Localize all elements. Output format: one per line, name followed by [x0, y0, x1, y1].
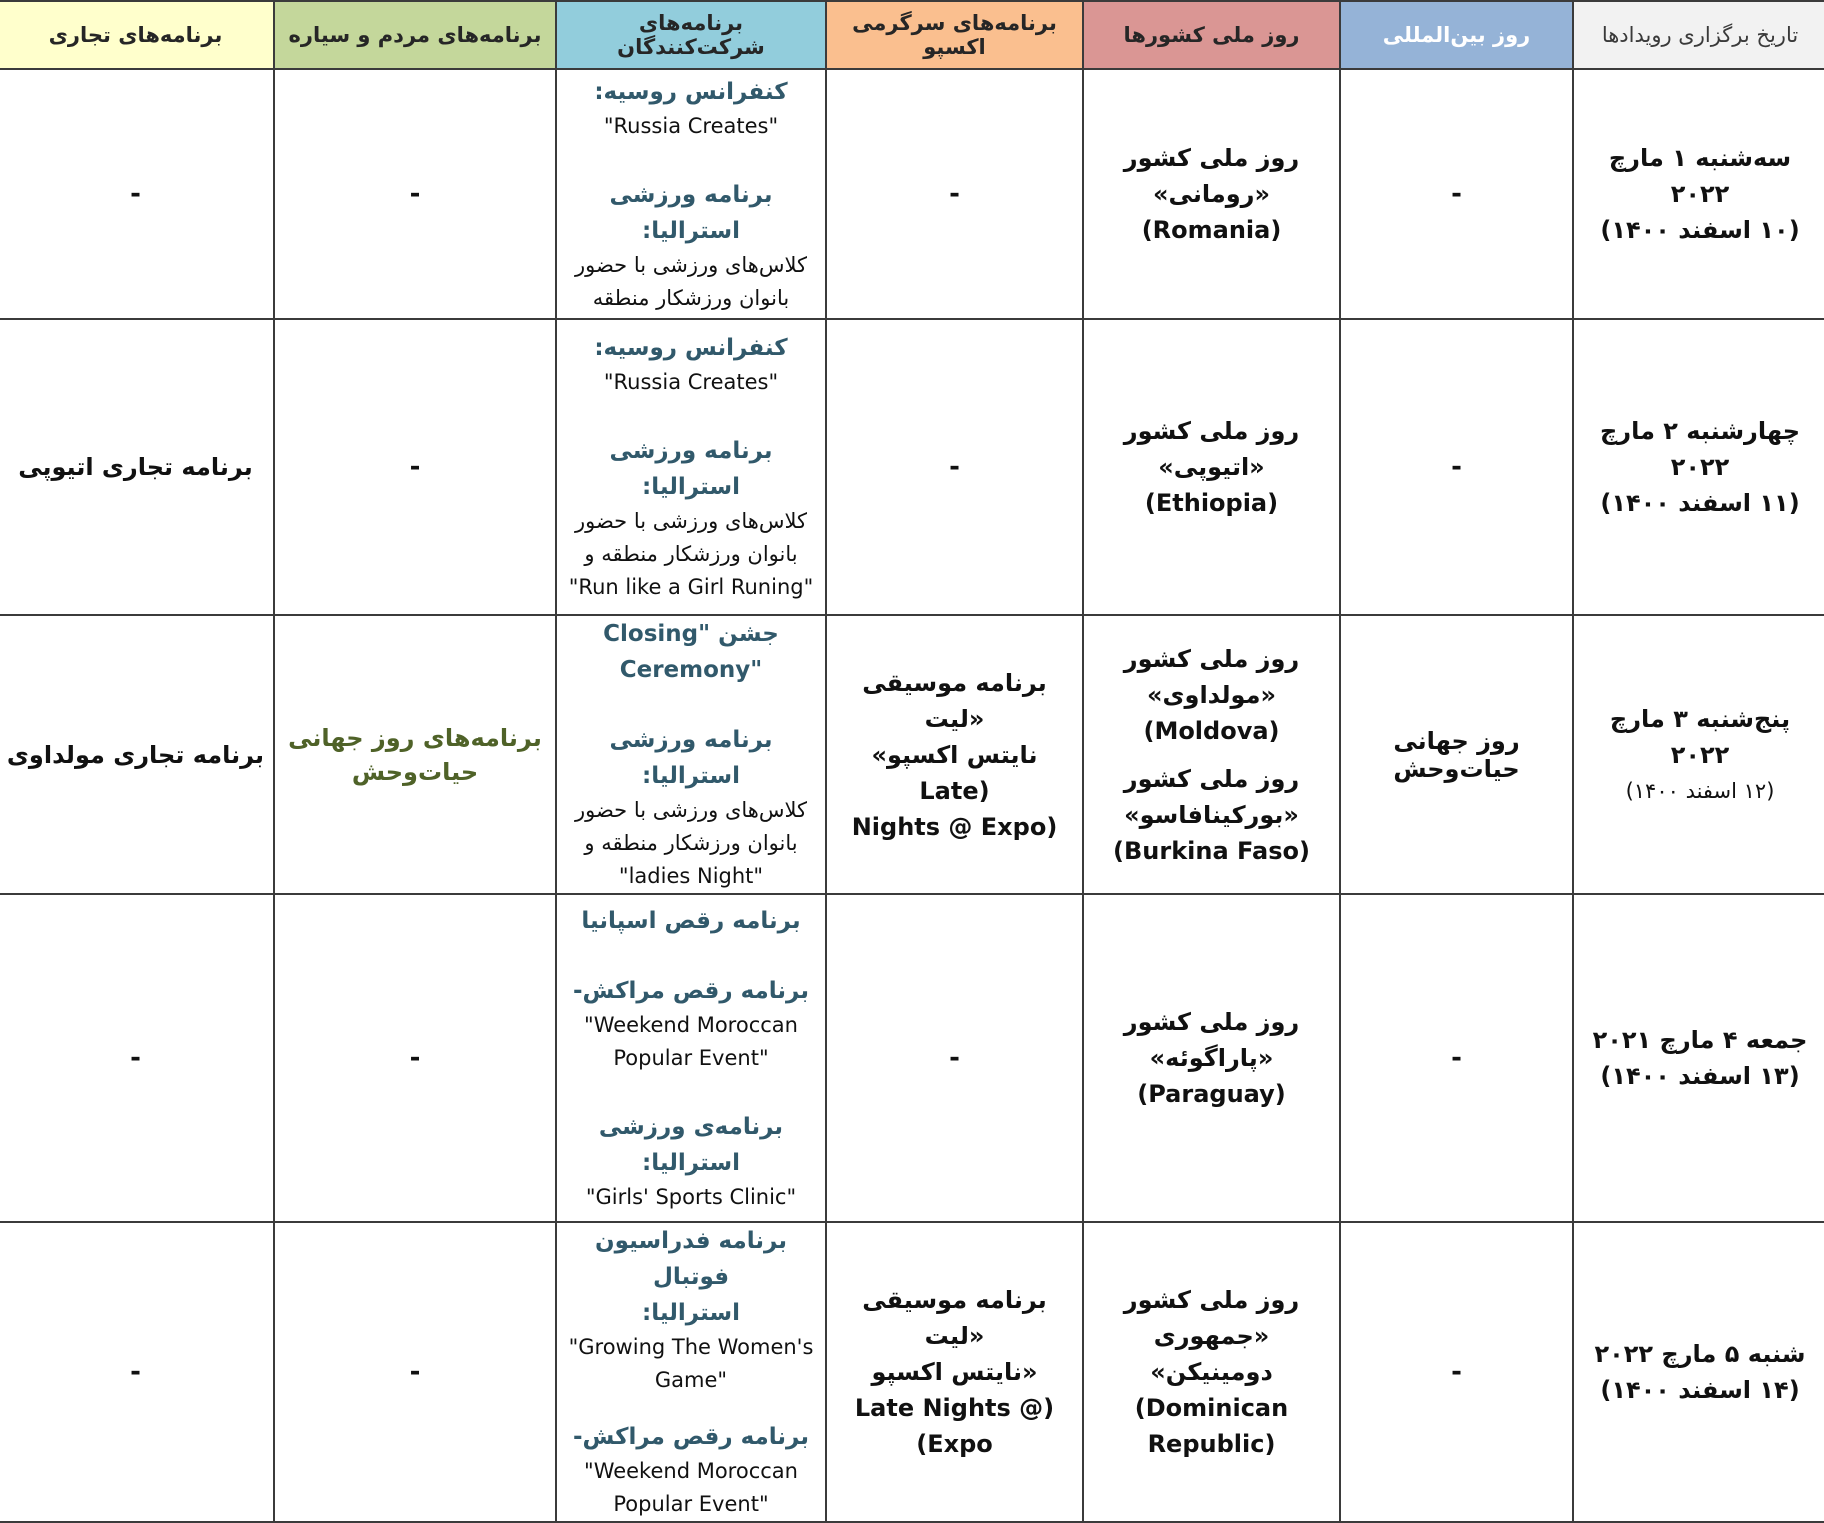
- participants-cell: برنامه رقص اسپانیا برنامه رقص مراکش- Weekend Moroccan" "Popular Event برنامه‌ی ورزشی استرالیا: "Girls' Sports Clinic": [556, 894, 826, 1222]
- participants-cell: کنفرانس روسیه: "Russia Creates" برنامه ورزشی استرالیا: کلاس‌های ورزشی با حضور بانوان ورزشکار منطقه و "Run like a Girl Runing": [556, 319, 826, 615]
- international-day-cell: -: [1340, 894, 1573, 1222]
- national-day-cell: روز ملی کشور «مولداوی» (Moldova) روز ملی کشور «بورکینافاسو» (Burkina Faso): [1083, 615, 1340, 894]
- date-cell: جمعه ۴ مارچ ۲۰۲۱ (۱۳ اسفند ۱۴۰۰): [1573, 894, 1824, 1222]
- header-people-planet: برنامه‌های مردم و سیاره: [274, 1, 556, 69]
- entertainment-cell: -: [826, 319, 1083, 615]
- date-cell: پنج‌شنبه ۳ مارچ ۲۰۲۲ (۱۲ اسفند ۱۴۰۰): [1573, 615, 1824, 894]
- trade-cell: -: [0, 1222, 274, 1522]
- international-day-cell: -: [1340, 1222, 1573, 1522]
- national-day-cell: روز ملی کشور «اتیوپی» (Ethiopia): [1083, 319, 1340, 615]
- entertainment-cell: برنامه موسیقی «لیت نایتس اکسپو» (Late (Nights @ Expo: [826, 615, 1083, 894]
- national-day-cell: روز ملی کشور «جمهوری دومینیکن» Dominican) (Republic: [1083, 1222, 1340, 1522]
- trade-cell: برنامه تجاری مولداوی: [0, 615, 274, 894]
- trade-cell: -: [0, 69, 274, 319]
- trade-cell: برنامه تجاری اتیوپی: [0, 319, 274, 615]
- header-date: تاریخ برگزاری رویدادها: [1573, 1, 1824, 69]
- international-day-cell: -: [1340, 69, 1573, 319]
- participants-cell: برنامه فدراسیون فوتبال استرالیا: Growing The Women's" "Game برنامه رقص مراکش- Weekend Moroccan" "Popular Event: [556, 1222, 826, 1522]
- participants-cell: کنفرانس روسیه: "Russia Creates" برنامه ورزشی استرالیا: کلاس‌های ورزشی با حضور بانوان ورزشکار منطقه: [556, 69, 826, 319]
- international-day-cell: -: [1340, 319, 1573, 615]
- entertainment-cell: برنامه موسیقی «لیت «نایتس اکسپو (Late Nights @ Expo): [826, 1222, 1083, 1522]
- national-day-cell: روز ملی کشور «پاراگوئه» (Paraguay): [1083, 894, 1340, 1222]
- people-planet-cell: برنامه‌های روز جهانی حیات‌وحش: [274, 615, 556, 894]
- header-row: [0, 1, 1824, 69]
- table-row: [0, 1222, 1824, 1522]
- date-cell: شنبه ۵ مارچ ۲۰۲۲ (۱۴ اسفند ۱۴۰۰): [1573, 1222, 1824, 1522]
- people-planet-cell: -: [274, 69, 556, 319]
- table-row: [0, 69, 1824, 319]
- people-planet-cell: -: [274, 1222, 556, 1522]
- national-day-cell: روز ملی کشور «رومانی» (Romania): [1083, 69, 1340, 319]
- entertainment-cell: -: [826, 894, 1083, 1222]
- date-cell: چهارشنبه ۲ مارچ ۲۰۲۲ (۱۱ اسفند ۱۴۰۰): [1573, 319, 1824, 615]
- trade-cell: -: [0, 894, 274, 1222]
- header-international-day: روز بین‌المللی: [1340, 1, 1573, 69]
- header-expo-entertainment: برنامه‌های سرگرمی اکسپو: [826, 1, 1083, 69]
- header-participant-programs: برنامه‌های شرکت‌کنندگان: [556, 1, 826, 69]
- date-cell: سه‌شنبه ۱ مارچ ۲۰۲۲ (۱۰ اسفند ۱۴۰۰): [1573, 69, 1824, 319]
- table-row: [0, 319, 1824, 615]
- entertainment-cell: -: [826, 69, 1083, 319]
- table-row: [0, 615, 1824, 894]
- header-national-days: روز ملی کشورها: [1083, 1, 1340, 69]
- international-day-cell: روز جهانی حیات‌وحش: [1340, 615, 1573, 894]
- header-trade-programs: برنامه‌های تجاری: [0, 1, 274, 69]
- table-row: [0, 894, 1824, 1222]
- people-planet-cell: -: [274, 319, 556, 615]
- people-planet-cell: -: [274, 894, 556, 1222]
- participants-cell: جشن "Closing "Ceremony برنامه ورزشی استرالیا: کلاس‌های ورزشی با حضور بانوان ورزشکار منطقه و "ladies Night": [556, 615, 826, 894]
